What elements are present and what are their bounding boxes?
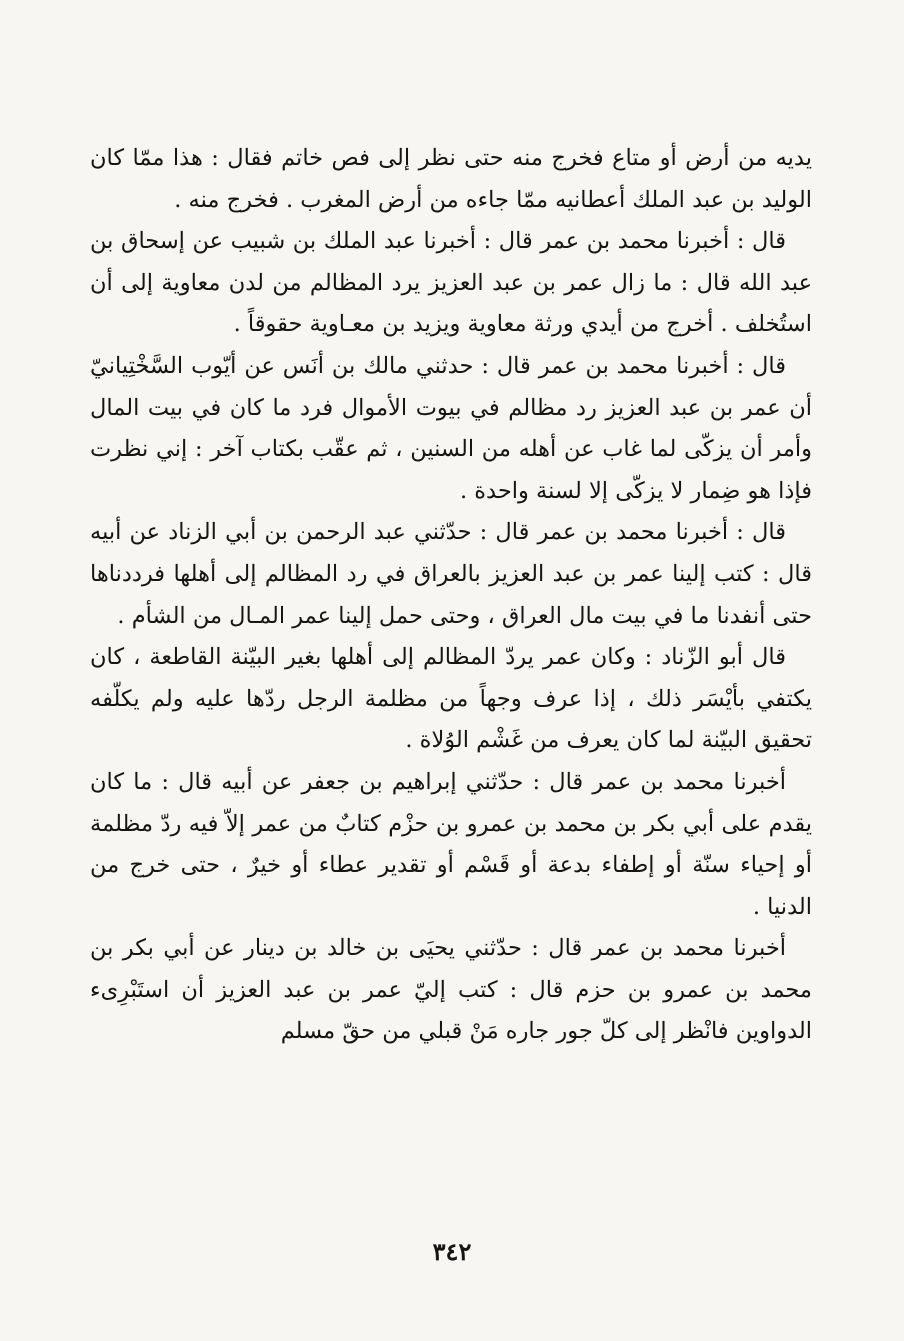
paragraph: يديه من أرض أو متاع فخرج منه حتى نظر إلى فص خاتم فقال : هذا ممّا كان الوليد بن عبد الملك أعطانيه ممّا جاءه من أرض المغرب . فخرج منه . [90, 145, 812, 213]
paragraph: أخبرنا محمد بن عمر قال : حدّثني إبراهيم بن جعفر عن أبيه قال : ما كان يقدم على أبي بكر بن محمد بن عمرو بن حزْم كتابٌ من عمر إلاّ فيه ردّ مظلمة أو إحياء سنّة أو إطفاء بدعة أو قَسْم أو تقدير عطاء أو خيرٌ ، حتى خرج من الدنيا . [90, 768, 812, 920]
paragraph: قال : أخبرنا محمد بن عمر قال : حدثني مالك بن أنَس عن أيّوب السَّخْتِيانيّ أن عمر بن عبد العزيز رد مظالم في بيوت الأموال فرد ما كان في بيت المال وأمر أن يزكّى لما غاب عن أهله من السنين ، ثم عقّب بكتاب آخر : إني نظرت فإذا هو ضِمار لا يزكّى إلا لسنة واحدة . [90, 352, 812, 504]
paragraph: قال : أخبرنا محمد بن عمر قال : حدّثني عبد الرحمن بن أبي الزناد عن أبيه قال : كتب إلينا عمر بن عبد العزيز بالعراق في رد المظالم إلى أهلها فرددناها حتى أنفدنا ما في بيت مال العراق ، وحتى حمل إلينا عمر المـال من الشأم . [90, 519, 812, 629]
paragraph: قال : أخبرنا محمد بن عمر قال : أخبرنا عبد الملك بن شبيب عن إسحاق بن عبد الله قال : ما زال عمر بن عبد العزيز يرد المظالم من لدن معاوية إلى أن استُخلف . أخرج من أيدي ورثة معاوية ويزيد بن معـاوية حقوقاً . [90, 228, 812, 338]
paragraph: أخبرنا محمد بن عمر قال : حدّثني يحيَى بن خالد بن دينار عن أبي بكر بن محمد بن عمرو بن حزم قال : كتب إليّ عمر بن عبد العزيز أن استَبْرِىء الدواوين فانْظر إلى كلّ جور جاره مَنْ قبلي من حقّ مسلم [90, 935, 812, 1045]
paragraph: قال أبو الزّناد : وكان عمر يردّ المظالم إلى أهلها بغير البيّنة القاطعة ، كان يكتفي بأيْسَر ذلك ، إذا عرف وجهاً من مظلمة الرجل ردّها عليه ولم يكلّفه تحقيق البيّنة لما كان يعرف من غَشْم الوُلاة . [90, 644, 812, 754]
page-number: ٣٤٢ [432, 1237, 472, 1266]
page-body-text [90, 138, 812, 1053]
